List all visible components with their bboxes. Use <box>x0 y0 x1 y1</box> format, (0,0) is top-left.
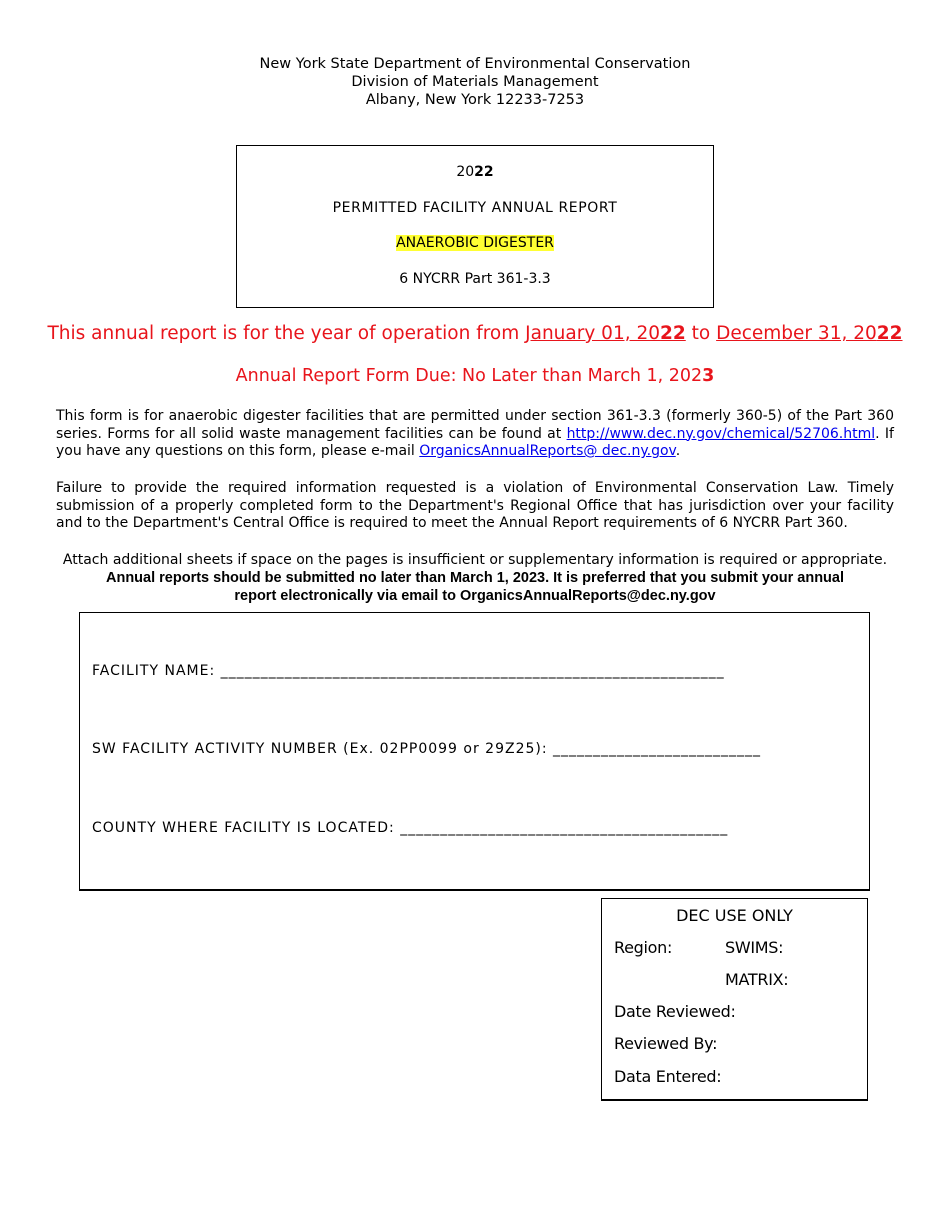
forms-link[interactable]: http://www.dec.ny.gov/chemical/52706.html <box>566 425 876 442</box>
facility-name-label: FACILITY NAME: <box>92 663 221 679</box>
facility-info-box <box>79 612 870 891</box>
dec-use-only-box <box>601 898 868 1101</box>
data-entered-label: Data Entered: <box>614 1067 722 1086</box>
due-date: Annual Report Form Due: No Later than March 1, 2023 <box>235 366 715 386</box>
failure-notice: Failure to provide the required information requested is a violation of Environmental Conservation Law. Timely submission of a properly completed form to the Department's Regional Office that has jurisdiction over your facility and to the Department's Central Office is required to meet the Annual Report requirements of 6 NYCRR Part 360. <box>56 480 894 531</box>
email-link[interactable]: OrganicsAnnualReports@ dec.ny.gov <box>419 443 676 459</box>
report-title-box <box>236 145 714 308</box>
county-blank[interactable]: _________________________________________ <box>400 820 729 836</box>
dec-use-title: DEC USE ONLY <box>676 906 793 925</box>
activity-number-field[interactable] <box>92 741 761 757</box>
submission-instructions <box>0 551 950 605</box>
attach-note: Attach additional sheets if space on the pages is insufficient or supplementary information is required or appropriate. <box>62 552 888 568</box>
agency-name: New York State Department of Environmental Conservation <box>259 56 691 72</box>
facility-type: ANAEROBIC DIGESTER <box>396 235 554 251</box>
facility-name-field[interactable] <box>92 663 725 679</box>
period-start: January 01, 2022 <box>525 323 686 344</box>
facility-name-blank[interactable]: _______________________________________________________________ <box>220 663 725 679</box>
swims-label: SWIMS: <box>725 938 784 957</box>
matrix-label: MATRIX: <box>725 970 789 989</box>
region-label: Region: <box>614 938 673 957</box>
county-label: COUNTY WHERE FACILITY IS LOCATED: <box>92 820 401 836</box>
activity-number-blank[interactable]: __________________________ <box>553 741 762 757</box>
county-field[interactable] <box>92 820 728 836</box>
report-year: 2022 <box>456 164 494 180</box>
operation-period: This annual report is for the year of operation from January 01, 2022 to December 31, 2022 <box>47 323 903 344</box>
division-name: Division of Materials Management <box>351 74 599 90</box>
submission-note-line1: Annual reports should be submitted no later than March 1, 2023. It is preferred that you submit your annual <box>105 570 844 586</box>
agency-address: Albany, New York 12233-7253 <box>365 92 585 108</box>
agency-header <box>0 55 950 109</box>
regulation-citation: 6 NYCRR Part 361-3.3 <box>399 271 551 287</box>
report-title: PERMITTED FACILITY ANNUAL REPORT <box>332 200 618 216</box>
reviewed-by-label: Reviewed By: <box>614 1034 718 1053</box>
activity-number-label: SW FACILITY ACTIVITY NUMBER (Ex. 02PP0099 or 29Z25): <box>92 741 554 757</box>
period-end: December 31, 2022 <box>716 323 903 344</box>
date-reviewed-label: Date Reviewed: <box>614 1002 736 1021</box>
submission-note-line2: report electronically via email to OrganicsAnnualReports@dec.ny.gov <box>234 588 716 604</box>
intro-paragraph: This form is for anaerobic digester facilities that are permitted under section 361-3.3 (formerly 360-5) of the Part 360 series. Forms for all solid waste management facilities can be found at http://www.dec.ny.gov/chemical/52706.html. If you have any questions on this form, please e-mail OrganicsAnnualReports@ dec.ny.gov. <box>56 408 894 459</box>
